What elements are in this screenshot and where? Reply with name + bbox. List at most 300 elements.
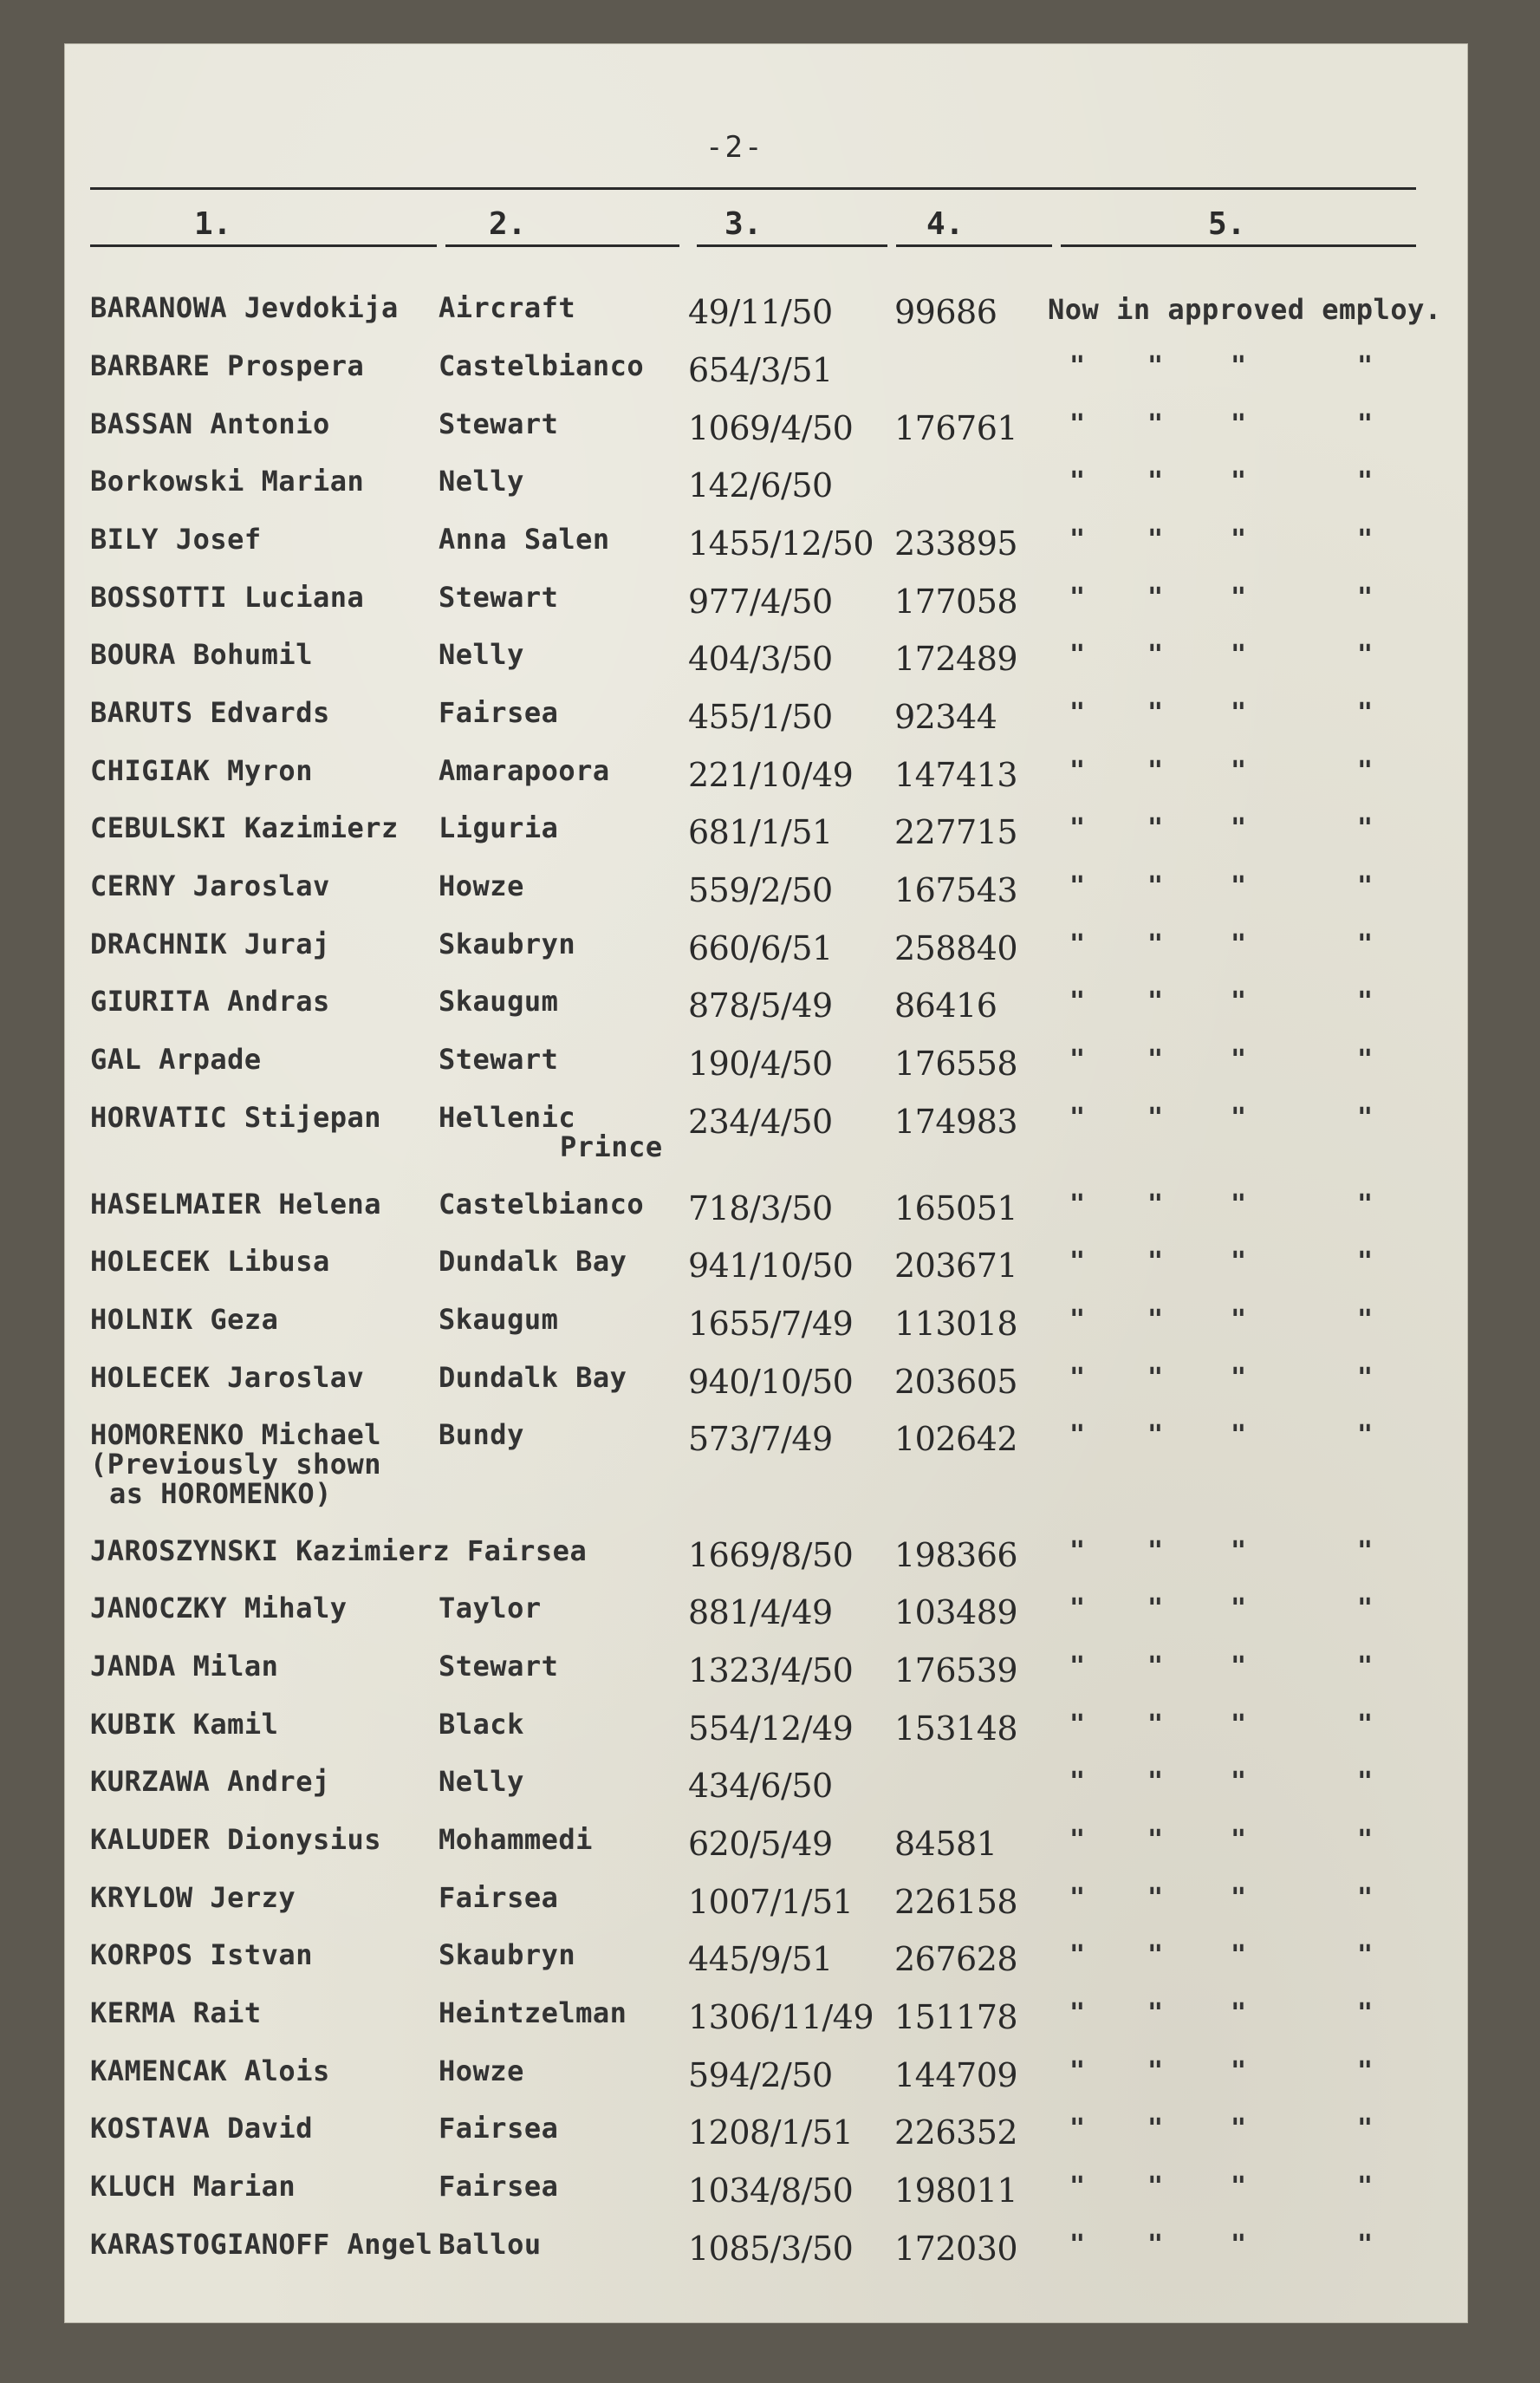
reference-number: 1669/8/50 [688, 1536, 854, 1574]
person-name: KORPOS Istvan [90, 1938, 313, 1971]
serial-number: 165051 [894, 1189, 1018, 1227]
ditto-mark: " [1357, 1709, 1374, 1740]
ditto-mark: " [1069, 813, 1086, 843]
ditto-mark: " [1357, 2113, 1374, 2144]
person-name: GAL Arpade [90, 1043, 262, 1076]
ditto-mark: " [1231, 1045, 1247, 1075]
ditto-mark: " [1357, 756, 1374, 786]
ditto-mark: " [1231, 640, 1247, 670]
person-name: HOMORENKO Michael [90, 1418, 382, 1451]
ditto-mark: " [1147, 1767, 1164, 1797]
reference-number: 654/3/51 [688, 351, 833, 389]
ship-name: Black [439, 1708, 524, 1741]
ship-cell [439, 1767, 524, 1796]
ditto-mark: " [1069, 1363, 1086, 1393]
reference-number: 594/2/50 [688, 2056, 833, 2094]
ditto-mark: " [1231, 871, 1247, 902]
header-rule-4 [896, 244, 1052, 247]
ship-cell [439, 1651, 558, 1681]
person-name: KOSTAVA David [90, 2112, 313, 2145]
ditto-mark: " [1147, 640, 1164, 670]
header-rule-3 [697, 244, 887, 247]
name-cell [90, 2230, 432, 2259]
person-name: BARANOWA Jevdokija [90, 291, 399, 324]
serial-number: 172030 [894, 2230, 1018, 2268]
ditto-mark: " [1357, 1045, 1374, 1075]
ship-cell [439, 1940, 575, 1970]
ditto-mark: " [1069, 698, 1086, 728]
ditto-mark: " [1069, 1305, 1086, 1335]
person-name: HOLECEK Jaroslav [90, 1361, 365, 1394]
ditto-mark: " [1357, 813, 1374, 843]
ditto-mark: " [1357, 698, 1374, 728]
reference-number: 445/9/51 [688, 1940, 833, 1978]
serial-number: 176761 [894, 409, 1018, 447]
reference-number: 878/5/49 [688, 986, 833, 1025]
ditto-mark: " [1069, 929, 1086, 960]
name-cell [90, 1709, 278, 1739]
ship-name: Nelly [439, 638, 524, 671]
ditto-mark: " [1147, 1536, 1164, 1566]
ditto-mark: " [1147, 813, 1164, 843]
ditto-mark: " [1231, 1825, 1247, 1855]
ship-cell [439, 871, 524, 901]
ship-cell [439, 1045, 558, 1074]
reference-number: 620/5/49 [688, 1825, 833, 1863]
ditto-mark: " [1069, 1247, 1086, 1277]
reference-number: 681/1/51 [688, 813, 833, 851]
name-cell [90, 813, 399, 843]
ditto-mark: " [1231, 813, 1247, 843]
ditto-mark: " [1147, 524, 1164, 555]
ditto-mark: " [1069, 409, 1086, 439]
serial-number: 153148 [894, 1709, 1018, 1748]
ship-cell [439, 1825, 593, 1854]
ditto-mark: " [1069, 2056, 1086, 2087]
ditto-mark: " [1357, 1363, 1374, 1393]
ditto-mark: " [1231, 1103, 1247, 1133]
ship-name: Bundy [439, 1418, 524, 1451]
ditto-mark: " [1069, 756, 1086, 786]
reference-number: 234/4/50 [688, 1103, 833, 1141]
ship-cell [439, 1593, 542, 1623]
status-text: Now in approved employ. [1048, 293, 1442, 326]
column-header-4: 4. [926, 206, 965, 242]
ditto-mark: " [1147, 2171, 1164, 2202]
ditto-mark: " [1147, 871, 1164, 902]
serial-number: 198366 [894, 1536, 1018, 1574]
serial-number: 226352 [894, 2113, 1018, 2152]
ship-cell [439, 986, 558, 1016]
ditto-mark: " [1069, 1883, 1086, 1913]
ship-name: Amarapoora [439, 754, 610, 787]
ship-cell [439, 524, 610, 554]
page-number: -2- [705, 130, 764, 165]
ditto-mark: " [1231, 1363, 1247, 1393]
ditto-mark: " [1147, 1045, 1164, 1075]
person-name: BOURA Bohumil [90, 638, 313, 671]
serial-number: 227715 [894, 813, 1018, 851]
reference-number: 1069/4/50 [688, 409, 854, 447]
person-name-note: (Previously shown [90, 1448, 382, 1481]
reference-number: 1007/1/51 [688, 1883, 854, 1921]
ditto-mark: " [1147, 1363, 1164, 1393]
ditto-mark: " [1231, 1593, 1247, 1624]
ship-cell [439, 1247, 627, 1276]
ditto-mark: " [1069, 1189, 1086, 1220]
ditto-mark: " [1231, 466, 1247, 497]
person-name: JAROSZYNSKI Kazimierz Fairsea [90, 1534, 588, 1567]
serial-number: 147413 [894, 756, 1018, 794]
ship-cell [439, 1103, 663, 1162]
reference-number: 221/10/49 [688, 756, 854, 794]
name-cell [90, 1305, 278, 1334]
reference-number: 941/10/50 [688, 1247, 854, 1285]
ditto-mark: " [1069, 986, 1086, 1017]
serial-number: 177058 [894, 583, 1018, 621]
name-cell [90, 1536, 587, 1566]
person-name: DRACHNIK Juraj [90, 928, 330, 960]
ship-name: Heintzelman [439, 1996, 627, 2029]
reference-number: 1655/7/49 [688, 1305, 854, 1343]
person-name: BARUTS Edvards [90, 696, 330, 729]
ditto-mark: " [1147, 1247, 1164, 1277]
column-header-1: 1. [194, 206, 232, 242]
ditto-mark: " [1069, 1940, 1086, 1970]
name-cell [90, 1247, 330, 1276]
serial-number: 151178 [894, 1998, 1018, 2036]
reference-number: 1085/3/50 [688, 2230, 854, 2268]
reference-number: 434/6/50 [688, 1767, 833, 1805]
reference-number: 190/4/50 [688, 1045, 833, 1083]
ship-name: Dundalk Bay [439, 1245, 627, 1278]
name-cell [90, 986, 330, 1016]
ditto-mark: " [1147, 2230, 1164, 2260]
ship-name: Nelly [439, 465, 524, 498]
ditto-mark: " [1069, 1998, 1086, 2028]
serial-number: 92344 [894, 698, 997, 736]
ditto-mark: " [1147, 1825, 1164, 1855]
header-rule-1 [90, 244, 437, 247]
ditto-mark: " [1147, 409, 1164, 439]
ditto-mark: " [1147, 1883, 1164, 1913]
ditto-mark: " [1357, 1767, 1374, 1797]
ditto-mark: " [1147, 756, 1164, 786]
ship-name: Skaubryn [439, 1938, 576, 1971]
serial-number: 226158 [894, 1883, 1018, 1921]
ditto-mark: " [1357, 1103, 1374, 1133]
ditto-mark: " [1231, 698, 1247, 728]
ditto-mark: " [1231, 351, 1247, 381]
ditto-mark: " [1357, 929, 1374, 960]
ship-name: Liguria [439, 811, 559, 844]
reference-number: 881/4/49 [688, 1593, 833, 1631]
serial-number: 144709 [894, 2056, 1018, 2094]
ditto-mark: " [1069, 583, 1086, 613]
header-rule-2 [445, 244, 679, 247]
ship-cell [439, 409, 558, 439]
ditto-mark: " [1231, 1709, 1247, 1740]
reference-number: 977/4/50 [688, 583, 833, 621]
serial-number: 258840 [894, 929, 1018, 967]
name-cell [90, 583, 364, 612]
ship-name: Nelly [439, 1765, 524, 1798]
ditto-mark: " [1069, 871, 1086, 902]
person-name: BOSSOTTI Luciana [90, 581, 365, 614]
reference-number: 404/3/50 [688, 640, 833, 678]
ditto-mark: " [1147, 1593, 1164, 1624]
person-name: JANDA Milan [90, 1650, 279, 1683]
person-name: HOLECEK Libusa [90, 1245, 330, 1278]
name-cell [90, 1998, 262, 2028]
ship-name-cont: Prince [560, 1130, 663, 1163]
reference-number: 660/6/51 [688, 929, 833, 967]
ditto-mark: " [1357, 1420, 1374, 1450]
ship-cell [439, 293, 575, 322]
ditto-mark: " [1231, 2230, 1247, 2260]
name-cell [90, 1363, 364, 1392]
ship-name: Fairsea [439, 696, 559, 729]
person-name: BASSAN Antonio [90, 407, 330, 440]
serial-number: 99686 [894, 293, 997, 331]
serial-number: 103489 [894, 1593, 1018, 1631]
ditto-mark: " [1357, 1883, 1374, 1913]
ship-name: Stewart [439, 1043, 559, 1076]
ditto-mark: " [1357, 524, 1374, 555]
ditto-mark: " [1069, 1709, 1086, 1740]
name-cell [90, 871, 330, 901]
reference-number: 554/12/49 [688, 1709, 854, 1748]
ship-name: Mohammedi [439, 1823, 593, 1856]
ditto-mark: " [1069, 466, 1086, 497]
reference-number: 1323/4/50 [688, 1651, 854, 1690]
header-rule-5 [1061, 244, 1416, 247]
person-name: KARASTOGIANOFF Angel [90, 2228, 433, 2261]
ditto-mark: " [1231, 756, 1247, 786]
name-cell [90, 929, 330, 959]
ditto-mark: " [1231, 583, 1247, 613]
serial-number: 84581 [894, 1825, 997, 1863]
ship-name: Skaubryn [439, 928, 576, 960]
ditto-mark: " [1147, 583, 1164, 613]
name-cell [90, 1940, 313, 1970]
ditto-mark: " [1147, 698, 1164, 728]
ship-name: Fairsea [439, 2112, 559, 2145]
ditto-mark: " [1069, 1420, 1086, 1450]
ship-cell [439, 640, 524, 669]
person-name: Borkowski Marian [90, 465, 365, 498]
serial-number: 113018 [894, 1305, 1018, 1343]
ditto-mark: " [1357, 1536, 1374, 1566]
ditto-mark: " [1357, 1825, 1374, 1855]
ditto-mark: " [1069, 1767, 1086, 1797]
ditto-mark: " [1147, 1420, 1164, 1450]
person-name: KAMENCAK Alois [90, 2054, 330, 2087]
ditto-mark: " [1147, 351, 1164, 381]
serial-number: 267628 [894, 1940, 1018, 1978]
column-header-2: 2. [489, 206, 527, 242]
ditto-mark: " [1231, 1247, 1247, 1277]
ditto-mark: " [1069, 640, 1086, 670]
serial-number: 198011 [894, 2171, 1018, 2210]
ditto-mark: " [1147, 1305, 1164, 1335]
name-cell [90, 1045, 262, 1074]
reference-number: 1455/12/50 [688, 524, 874, 563]
ditto-mark: " [1069, 2113, 1086, 2144]
ditto-mark: " [1069, 1045, 1086, 1075]
name-cell [90, 2171, 296, 2201]
person-name: KLUCH Marian [90, 2170, 296, 2203]
person-name: KALUDER Dionysius [90, 1823, 382, 1856]
ditto-mark: " [1069, 1593, 1086, 1624]
ditto-mark: " [1231, 1998, 1247, 2028]
person-name: KUBIK Kamil [90, 1708, 279, 1741]
ditto-mark: " [1357, 409, 1374, 439]
ditto-mark: " [1357, 466, 1374, 497]
serial-number: 172489 [894, 640, 1018, 678]
column-header-3: 3. [725, 206, 763, 242]
reference-number: 1306/11/49 [688, 1998, 874, 2036]
ditto-mark: " [1357, 1305, 1374, 1335]
person-name: KERMA Rait [90, 1996, 262, 2029]
ditto-mark: " [1357, 1247, 1374, 1277]
reference-number: 455/1/50 [688, 698, 833, 736]
column-header-5: 5. [1208, 206, 1246, 242]
ship-name: Skaugum [439, 985, 559, 1018]
ship-name: Hellenic [439, 1101, 576, 1134]
ditto-mark: " [1069, 1103, 1086, 1133]
ship-name: Taylor [439, 1592, 542, 1624]
ditto-mark: " [1231, 986, 1247, 1017]
ship-name: Fairsea [439, 1881, 559, 1914]
ditto-mark: " [1231, 1883, 1247, 1913]
serial-number: 176558 [894, 1045, 1018, 1083]
serial-number: 102642 [894, 1420, 1018, 1458]
ship-name: Howze [439, 869, 524, 902]
ditto-mark: " [1357, 2230, 1374, 2260]
ship-cell [439, 1883, 558, 1912]
ditto-mark: " [1147, 1651, 1164, 1682]
ditto-mark: " [1357, 1651, 1374, 1682]
ditto-mark: " [1147, 1189, 1164, 1220]
person-name-note: as HOROMENKO) [109, 1477, 332, 1510]
person-name: BARBARE Prospera [90, 349, 365, 382]
ship-cell [439, 2230, 542, 2259]
serial-number: 233895 [894, 524, 1018, 563]
reference-number: 1034/8/50 [688, 2171, 854, 2210]
ditto-mark: " [1147, 2113, 1164, 2144]
name-cell [90, 1103, 381, 1132]
ship-name: Stewart [439, 581, 559, 614]
serial-number: 176539 [894, 1651, 1018, 1690]
ditto-mark: " [1069, 2171, 1086, 2202]
ditto-mark: " [1069, 351, 1086, 381]
reference-number: 718/3/50 [688, 1189, 833, 1227]
serial-number: 167543 [894, 871, 1018, 909]
name-cell [90, 2056, 330, 2086]
ship-cell [439, 2056, 524, 2086]
ditto-mark: " [1231, 1767, 1247, 1797]
ship-cell [439, 1189, 644, 1219]
name-cell [90, 409, 330, 439]
ditto-mark: " [1357, 2056, 1374, 2087]
ditto-mark: " [1357, 871, 1374, 902]
ship-name: Dundalk Bay [439, 1361, 627, 1394]
ship-cell [439, 583, 558, 612]
ditto-mark: " [1357, 640, 1374, 670]
ship-name: Aircraft [439, 291, 576, 324]
ditto-mark: " [1231, 929, 1247, 960]
ship-name: Fairsea [439, 2170, 559, 2203]
ship-cell [439, 1363, 627, 1392]
ditto-mark: " [1231, 1651, 1247, 1682]
ditto-mark: " [1231, 524, 1247, 555]
person-name: HOLNIK Geza [90, 1303, 279, 1336]
top-rule-left [90, 187, 610, 190]
ditto-mark: " [1357, 1189, 1374, 1220]
ditto-mark: " [1147, 1940, 1164, 1970]
ditto-mark: " [1231, 2113, 1247, 2144]
ditto-mark: " [1069, 1651, 1086, 1682]
ship-name: Howze [439, 2054, 524, 2087]
person-name: HASELMAIER Helena [90, 1188, 382, 1221]
name-cell [90, 1420, 381, 1508]
ditto-mark: " [1069, 2230, 1086, 2260]
ship-name: Castelbianco [439, 1188, 645, 1221]
ditto-mark: " [1231, 409, 1247, 439]
ditto-mark: " [1231, 1189, 1247, 1220]
ship-cell [439, 756, 610, 785]
name-cell [90, 1651, 278, 1681]
person-name: KRYLOW Jerzy [90, 1881, 296, 1914]
ditto-mark: " [1147, 1709, 1164, 1740]
ditto-mark: " [1147, 2056, 1164, 2087]
ditto-mark: " [1357, 2171, 1374, 2202]
name-cell [90, 351, 364, 381]
reference-number: 1208/1/51 [688, 2113, 854, 2152]
ditto-mark: " [1357, 351, 1374, 381]
ditto-mark: " [1069, 524, 1086, 555]
serial-number: 174983 [894, 1103, 1018, 1141]
reference-number: 49/11/50 [688, 293, 833, 331]
ditto-mark: " [1231, 1536, 1247, 1566]
ship-cell [439, 813, 558, 843]
name-cell [90, 640, 313, 669]
ship-cell [439, 466, 524, 496]
name-cell [90, 293, 399, 322]
ship-cell [439, 698, 558, 727]
reference-number: 559/2/50 [688, 871, 833, 909]
name-cell [90, 524, 262, 554]
person-name: GIURITA Andras [90, 985, 330, 1018]
ditto-mark: " [1147, 466, 1164, 497]
ditto-mark: " [1231, 1420, 1247, 1450]
ship-cell [439, 1420, 524, 1449]
ditto-mark: " [1147, 986, 1164, 1017]
ditto-mark: " [1357, 986, 1374, 1017]
reference-number: 573/7/49 [688, 1420, 833, 1458]
reference-number: 142/6/50 [688, 466, 833, 505]
serial-number: 203671 [894, 1247, 1018, 1285]
ditto-mark: " [1069, 1536, 1086, 1566]
ship-cell [439, 929, 575, 959]
name-cell [90, 1189, 381, 1219]
person-name: KURZAWA Andrej [90, 1765, 330, 1798]
ship-name: Skaugum [439, 1303, 559, 1336]
ship-cell [439, 1709, 524, 1739]
person-name: JANOCZKY Mihaly [90, 1592, 348, 1624]
name-cell [90, 1825, 381, 1854]
